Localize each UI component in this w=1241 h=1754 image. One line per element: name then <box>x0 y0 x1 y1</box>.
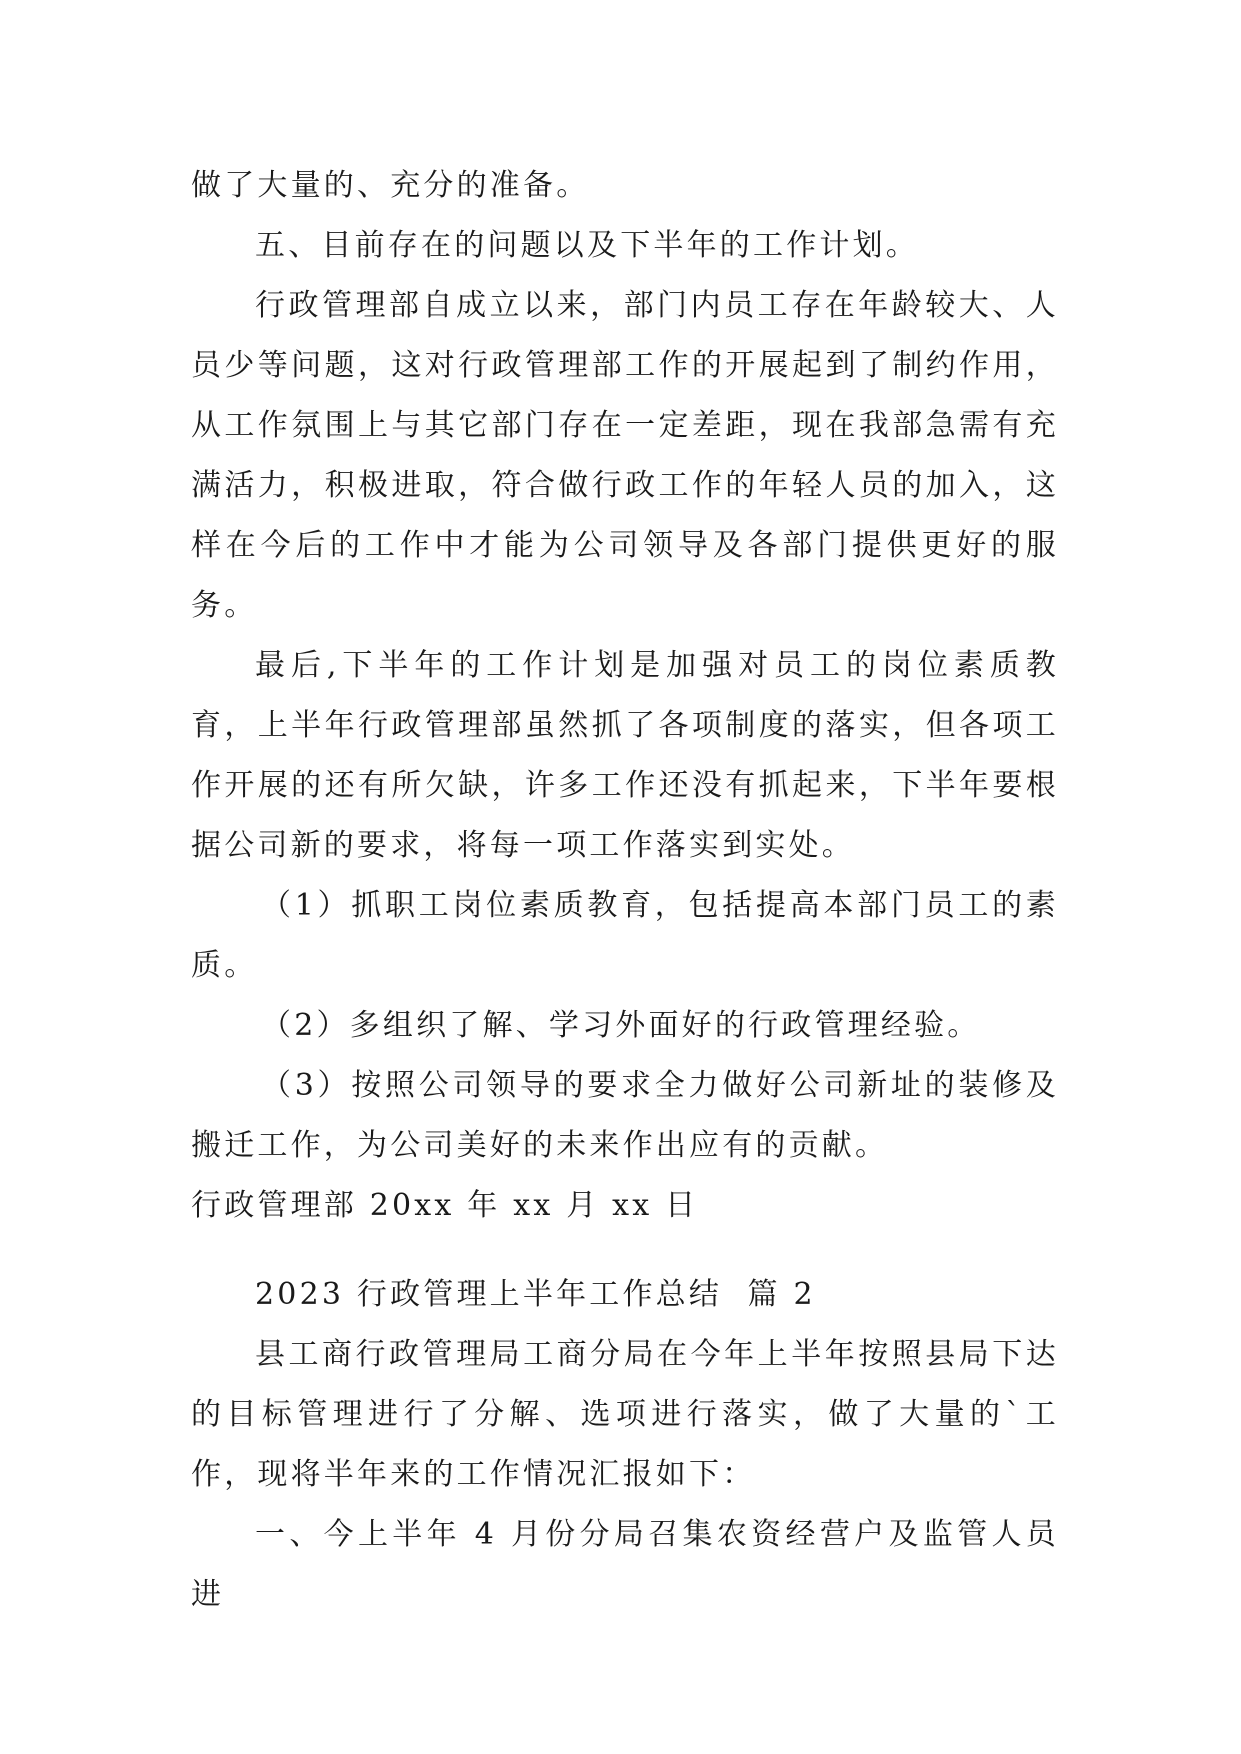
paragraph-item-one: 一、今上半年 4 月份分局召集农资经营户及监管人员进 <box>191 1517 1059 1612</box>
list-item-1: （1）抓职工岗位素质教育，包括提高本部门员工的素质。 <box>191 888 1059 983</box>
section-heading-five: 五、目前存在的问题以及下半年的工作计划。 <box>255 228 919 263</box>
paragraph-plan: 最后,下半年的工作计划是加强对员工的岗位素质教育，上半年行政管理部虽然抓了各项制度的落实，但各项工作开展的还有所欠缺，许多工作还没有抓起来，下半年要根据公司新的要求，将每一项工作落实到实处。 <box>191 648 1059 863</box>
paragraph-intro: 县工商行政管理局工商分局在今年上半年按照县局下达的目标管理进行了分解、选项进行落实，做了大量的`工作，现将半年来的工作情况汇报如下： <box>191 1337 1059 1492</box>
document-body-part2 <box>191 1265 1059 1625</box>
signature-line: 行政管理部 20xx 年 xx 月 xx 日 <box>191 1188 699 1223</box>
paragraph-continuation: 做了大量的、充分的准备。 <box>191 168 590 203</box>
list-item-2: （2）多组织了解、学习外面好的行政管理经验。 <box>261 1008 981 1043</box>
section-title: 2023 行政管理上半年工作总结 篇 2 <box>255 1277 816 1312</box>
document-body-part1 <box>191 156 1059 1236</box>
paragraph-issues: 行政管理部自成立以来，部门内员工存在年龄较大、人员少等问题，这对行政管理部工作的开展起到了制约作用，从工作氛围上与其它部门存在一定差距，现在我部急需有充满活力，积极进取，符合做行政工作的年轻人员的加入，这样在今后的工作中才能为公司领导及各部门提供更好的服务。 <box>191 288 1059 623</box>
list-item-3: （3）按照公司领导的要求全力做好公司新址的装修及搬迁工作，为公司美好的未来作出应有的贡献。 <box>191 1068 1059 1163</box>
